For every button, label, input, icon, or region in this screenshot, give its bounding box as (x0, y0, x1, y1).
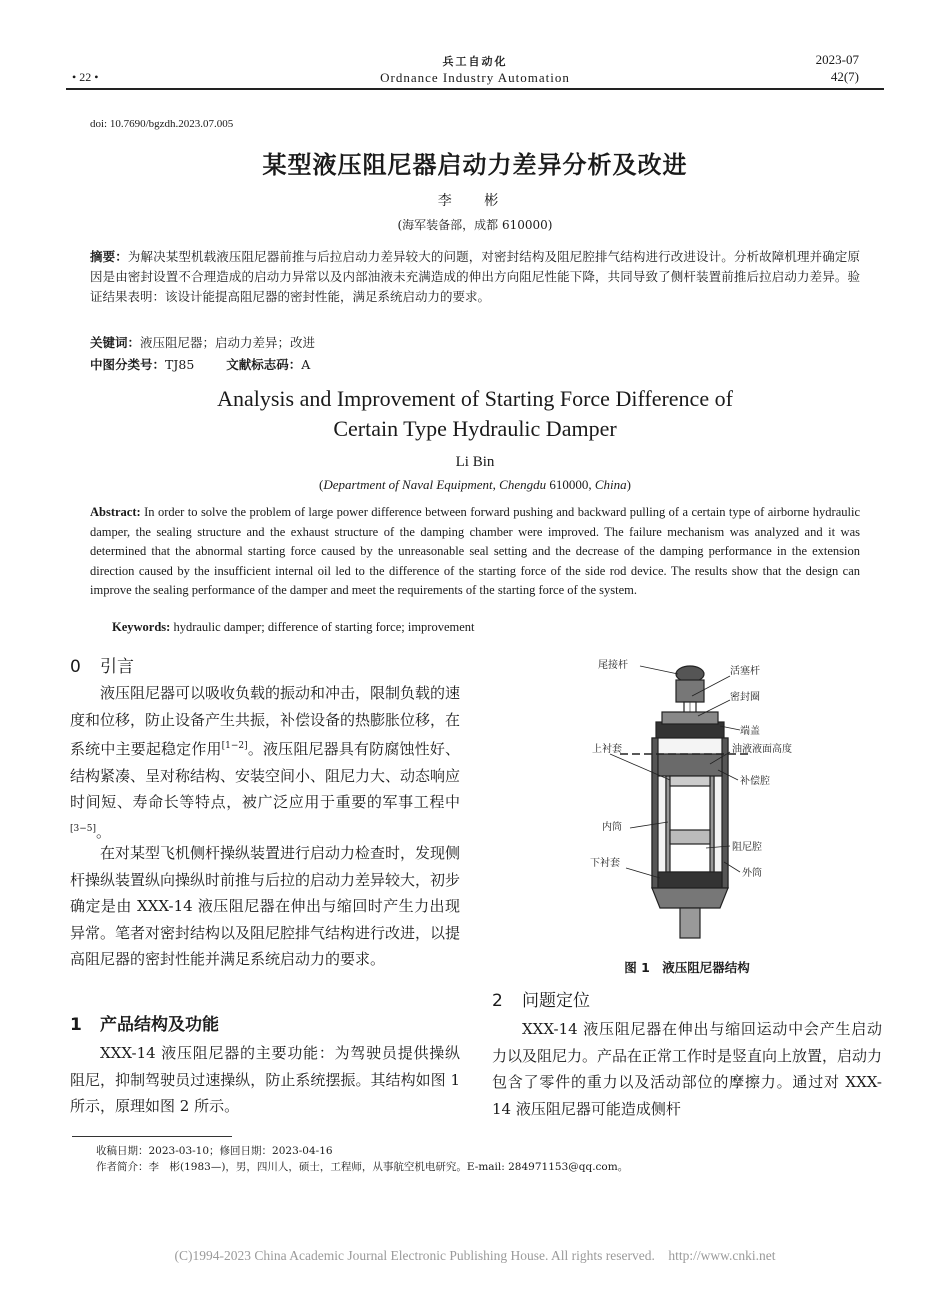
author-en: Li Bin (455, 454, 495, 470)
paragraph-problem: XXX-14 液压阻尼器在伸出与缩回运动中会产生启动力以及阻尼力。产品在正常工作时是竖直向上放置，启动力包含了零件的重力以及活动部位的摩擦力。通过对 XXX-14 液压阻尼器可能造成侧杆 (492, 1020, 883, 1118)
title-en-line2: Certain Type Hydraulic Damper (333, 416, 617, 441)
label-end-cap: 端盖 (740, 726, 760, 737)
keywords-cn-text: 液压阻尼器；启动力差异；改进 (140, 335, 316, 350)
abstract-cn (90, 247, 860, 307)
label-inner-tube: 内筒 (602, 822, 622, 833)
p1-text-c: 。 (96, 822, 112, 841)
issue-date: 2023-07 (815, 52, 859, 67)
keywords-en-text: hydraulic damper; difference of starting force; improvement (173, 620, 475, 634)
clc-label: 中图分类号： (90, 357, 166, 372)
section-heading-0 (70, 652, 460, 677)
label-tail-rod: 尾接杆 (598, 660, 628, 671)
page-number: • 22 • (72, 70, 99, 84)
p1-text-a: 液压阻尼器可以吸收负载的振动和冲击，限制负载的速度和位移，防止设备产生共振，补偿设备的热膨胀位移，在系统中主要起稳定作用 (70, 684, 461, 758)
section-2-title: 问题定位 (522, 991, 590, 1011)
paragraph-intro-2: 在对某型飞机侧杆操纵装置进行启动力检查时，发现侧杆操纵装置纵向操纵时前推与后拉的启动力差异较大，初步确定是由 XXX-14 液压阻尼器在伸出与缩回时产生力出现异常。笔者对密封结构以及阻尼腔排气结构进行改进，以提高阻尼器的密封性能并满足系统启动力的要求。 (70, 844, 461, 968)
seal-ring-block (662, 712, 718, 724)
bottom-lug (680, 908, 700, 938)
label-upper-bushing: 上衬套 (592, 744, 622, 755)
p1-citation-2[interactable]: [3−5] (70, 823, 97, 834)
section-2-number: 2 (492, 991, 503, 1011)
affil-en-dept: Department of Naval Equipment (323, 477, 493, 492)
clc-value: TJ85 (165, 357, 195, 372)
affiliation-cn: (海军装备部，成都 610000) (397, 218, 553, 232)
author-cn: 李 彬 (437, 193, 513, 209)
label-oil-level: 油液液面高度 (732, 744, 792, 755)
affil-en-country: China (594, 477, 627, 492)
figure-caption: 图 1 液压阻尼器结构 (624, 960, 750, 975)
keywords-en-label: Keywords: (112, 620, 171, 634)
figure-damper-structure (580, 652, 820, 952)
doc-code-label: 文献标志码： (226, 357, 302, 372)
section-heading-2 (492, 986, 882, 1011)
page-title-cn: 某型液压阻尼器启动力差异分析及改进 (262, 151, 688, 179)
keywords-cn (90, 333, 860, 353)
section-1-title: 产品结构及功能 (100, 1015, 219, 1035)
volume-issue: 42(7) (830, 69, 859, 84)
title-en-line1: Analysis and Improvement of Starting Force Difference of (217, 386, 733, 411)
compensation-chamber (658, 754, 722, 776)
classification-cn (90, 355, 860, 375)
section-heading-1 (70, 1010, 460, 1035)
footnote-dates: 收稿日期：2023-03-10；修回日期：2023-04-16 (96, 1145, 333, 1157)
doi: doi: 10.7690/bgzdh.2023.07.005 (90, 118, 234, 130)
affil-en-code: 610000 (549, 477, 589, 492)
abstract-en-text: In order to solve the problem of large power difference between forward pushing and backward pulling of a certain type of airborne hydraulic damper, the sealing structure and the exhaust structure of the damping chamber were improved. The failure mechanism was analyzed and it was determined that the abnormal starting force caused by the unreasonable seal setting and the decrease of the damping performance in the extension direction caused by the insufficient internal oil led to the difference of the starting force of the side rod device. The results show that the design can improve the sealing performance of the damper and meet the requirements of the starting force of the system. (90, 505, 860, 598)
tail-rod-body (676, 680, 704, 702)
affil-en-city: Chengdu (499, 477, 547, 492)
keywords-en (112, 620, 475, 635)
label-compensation-chamber: 补偿腔 (740, 776, 770, 787)
upper-bushing-shape (670, 776, 710, 786)
paragraph-intro-1 (70, 680, 460, 845)
header-rule (66, 88, 884, 90)
lower-bushing-shape (658, 872, 722, 888)
section-0-title: 引言 (100, 657, 134, 677)
footnote-rule (72, 1136, 232, 1137)
abstract-en (90, 503, 860, 601)
abstract-cn-text: 为解决某型机载液压阻尼器前推与后拉启动力差异较大的问题，对密封结构及阻尼腔排气结构进行改进设计。分析故障机理并确定原因是由密封设置不合理造成的启动力异常以及内部油液未充满造成的伸出方向阻尼性能下降，共同导致了侧杆装置前推后拉启动力差异。验证结果表明：该设计能提高阻尼器的密封性能，满足系统启动力的要求。 (90, 249, 860, 304)
abstract-cn-label: 摘要： (90, 249, 128, 264)
section-1-number: 1 (70, 1015, 82, 1035)
paragraph-structure: XXX-14 液压阻尼器的主要功能：为驾驶员提供操纵阻尼，抑制驾驶员过速操纵，防止系统摆振。其结构如图 1 所示，原理如图 2 所示。 (70, 1044, 460, 1115)
label-outer-tube: 外筒 (742, 868, 762, 879)
footnote-author: 作者简介：李 彬(1983—)，男，四川人，硕士，工程师，从事航空机电研究。E-mail: 284971153@qq.com。 (96, 1161, 629, 1173)
label-damping-chamber: 阻尼腔 (732, 842, 762, 853)
p1-text-b: 。液压阻尼器具有防腐蚀性好、结构紧凑、呈对称结构、安装空间小、阻尼力大、动态响应时间短、寿命长等特点，被广泛应用于重要的军事工程中 (70, 740, 461, 811)
damper-drawing (610, 666, 750, 938)
affiliation-en: (Department of Naval Equipment, Chengdu 610000, China) (318, 477, 632, 492)
section-0-number: 0 (70, 657, 81, 677)
label-seal-ring: 密封圈 (730, 692, 760, 703)
doc-code-value: A (301, 357, 311, 372)
page-title-en (0, 384, 950, 444)
copyright-notice: (C)1994-2023 China Academic Journal Electronic Publishing House. All rights reserved. http://www.cnki.net (174, 1248, 776, 1263)
journal-name-en: Ordnance Industry Automation (380, 70, 570, 85)
keywords-cn-label: 关键词： (90, 335, 141, 350)
label-lower-bushing: 下衬套 (590, 858, 620, 869)
journal-name-cn: 兵工自动化 (442, 55, 508, 68)
abstract-en-label: Abstract: (90, 505, 141, 519)
label-piston-rod: 活塞杆 (730, 666, 760, 677)
piston (670, 830, 710, 844)
p1-citation-1[interactable]: [1−2] (221, 741, 248, 751)
